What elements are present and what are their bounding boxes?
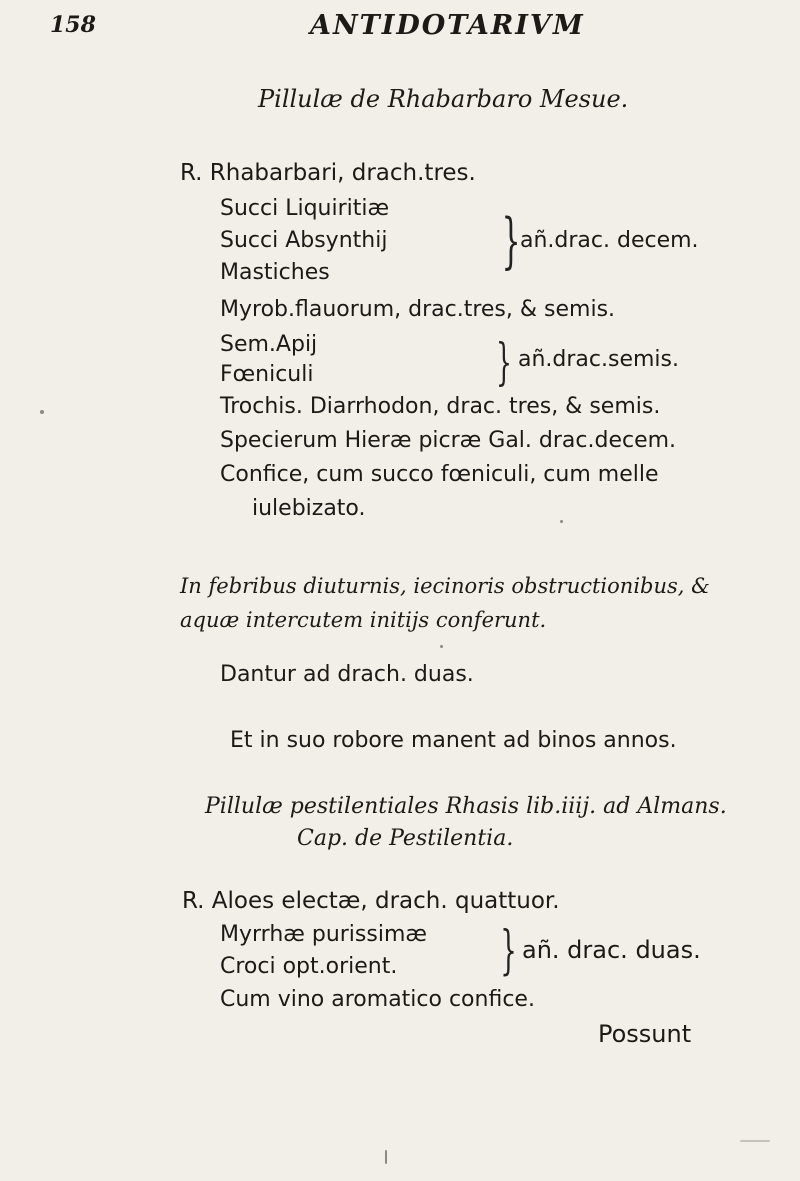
paper-speck: [740, 1140, 770, 1142]
paper-speck: [385, 1150, 387, 1164]
catchword: Possunt: [598, 1020, 692, 1048]
usage-text: In febribus diuturnis, iecinoris obstructionibus, &: [180, 574, 710, 598]
brace-icon: }: [495, 333, 512, 391]
recipe-line: Confice, cum succo fœniculi, cum melle: [220, 462, 659, 487]
ingredient: Croci opt.orient.: [220, 954, 398, 979]
dose: añ.drac. decem.: [520, 228, 699, 253]
paper-speck: [560, 520, 563, 523]
paper-speck: [40, 410, 44, 414]
dose: añ.drac.semis.: [518, 347, 679, 372]
usage-text: aquæ intercutem initijs conferunt.: [180, 608, 547, 632]
ingredient: Fœniculi: [220, 362, 314, 387]
recipe-line: Specierum Hieræ picræ Gal. drac.decem.: [220, 428, 677, 453]
dose-note: Dantur ad drach. duas.: [220, 662, 474, 687]
dose: añ. drac. duas.: [522, 936, 701, 964]
ingredient: Succi Liquiritiæ: [220, 196, 390, 221]
ingredient: Mastiches: [220, 260, 330, 285]
paper-speck: [440, 645, 443, 648]
ingredient: Sem.Apij: [220, 332, 318, 357]
recipe-title: Pillulæ de Rhabarbaro Mesue.: [258, 85, 629, 113]
recipe-line: Cum vino aromatico confice.: [220, 987, 535, 1012]
ingredient: Myrrhæ purissimæ: [220, 922, 427, 947]
page-number: 158: [50, 12, 96, 38]
brace-icon: }: [501, 206, 521, 276]
recipe-line: iulebizato.: [252, 496, 366, 521]
recipe-line: Trochis. Diarrhodon, drac. tres, & semis.: [220, 394, 661, 419]
running-title: ANTIDOTARIVM: [310, 10, 585, 41]
ingredient: Succi Absynthij: [220, 228, 388, 253]
shelf-life-note: Et in suo robore manent ad binos annos.: [230, 728, 677, 753]
recipe-line: R. Rhabarbari, drach.tres.: [180, 160, 476, 186]
recipe-line: R. Aloes electæ, drach. quattuor.: [182, 888, 560, 914]
recipe-line: Myrob.flauorum, drac.tres, & semis.: [220, 297, 616, 322]
brace-icon: }: [500, 921, 517, 981]
recipe-subtitle: Cap. de Pestilentia.: [297, 826, 514, 851]
recipe-title: Pillulæ pestilentiales Rhasis lib.iiij. ad Almans.: [205, 794, 727, 819]
